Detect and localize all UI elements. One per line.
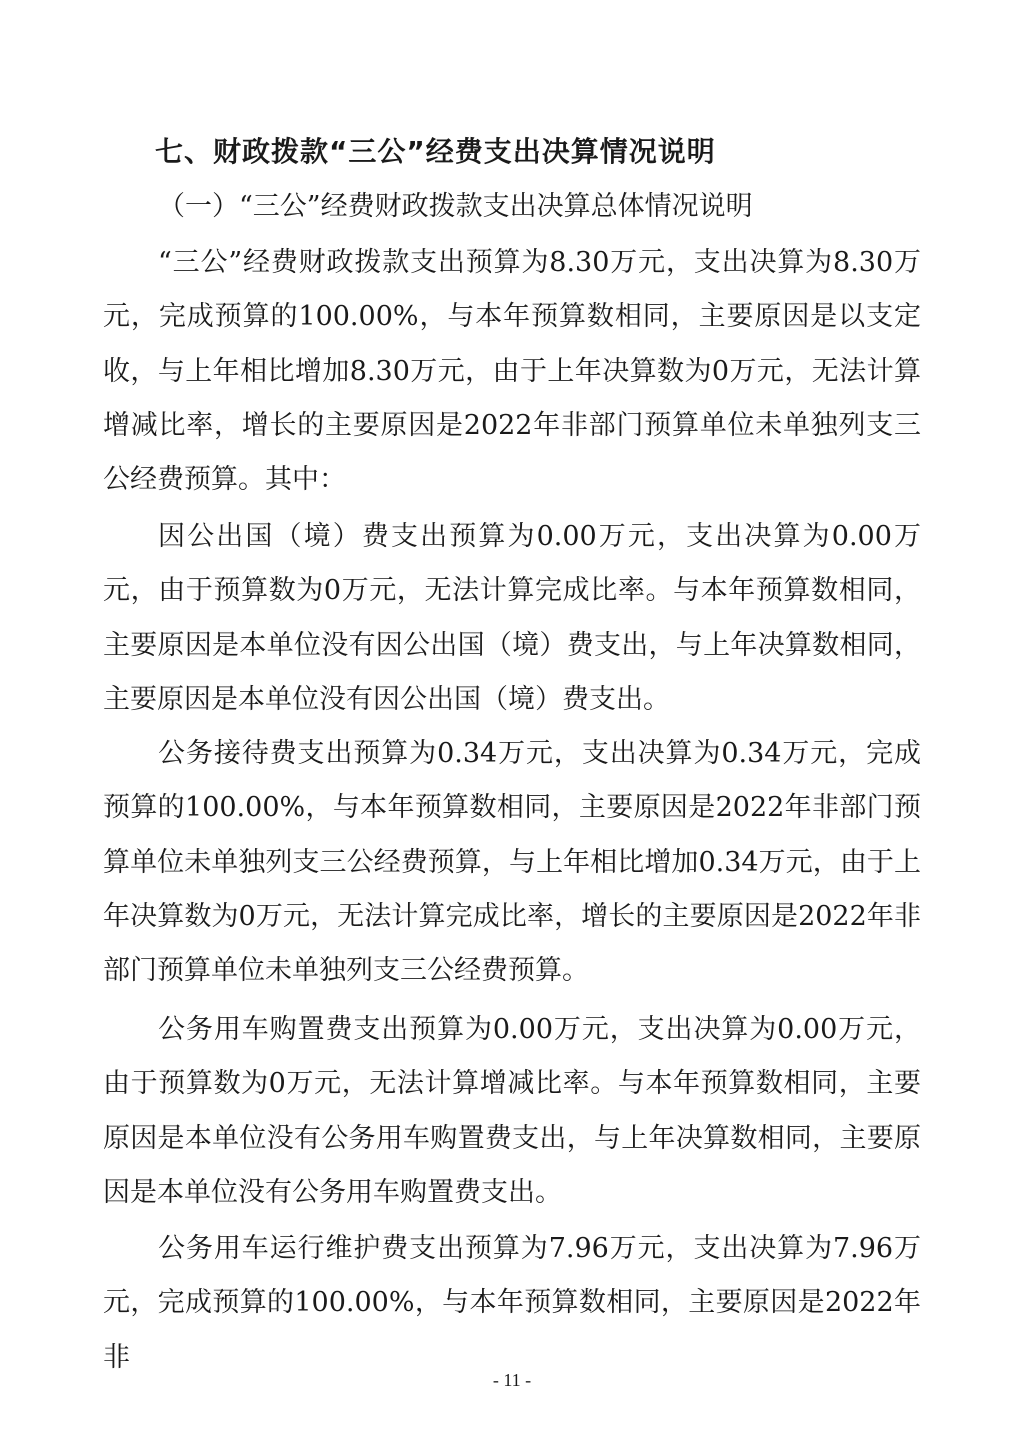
paragraph-vehicle-purchase: 公务用车购置费支出预算为0.00万元，支出决算为0.00万元，由于预算数为0万元，无法计算增减比率。与本年预算数相同，主要原因是本单位没有公务用车购置费支出，与上年决算数相同，主要原因是本单位没有公务用车购置费支出。 [103,1014,921,1208]
paragraph-summary: “三公”经费财政拨款支出预算为8.30万元，支出决算为8.30万元，完成预算的100.00%，与本年预算数相同，主要原因是以支定收，与上年相比增加8.30万元，由于上年决算数为0万元，无法计算增减比率，增长的主要原因是2022年非部门预算单位未单独列支三公经费预算。其中： [103,247,921,496]
section-title: 七、财政拨款“三公”经费支出决算情况说明 [155,135,716,168]
section-subtitle: （一）“三公”经费财政拨款支出决算总体情况说明 [158,191,753,222]
paragraph-vehicle-operation: 公务用车运行维护费支出预算为7.96万元，支出决算为7.96万元，完成预算的100.00%，与本年预算数相同，主要原因是2022年非 [103,1233,921,1373]
page-number: - 11 - [492,1370,532,1390]
paragraph-reception: 公务接待费支出预算为0.34万元，支出决算为0.34万元，完成预算的100.00%，与本年预算数相同，主要原因是2022年非部门预算单位未单独列支三公经费预算，与上年相比增加0.34万元，由于上年决算数为0万元，无法计算完成比率，增长的主要原因是2022年非部门预算单位未单独列支三公经费预算。 [103,738,921,987]
paragraph-overseas-travel: 因公出国（境）费支出预算为0.00万元，支出决算为0.00万元，由于预算数为0万元，无法计算完成比率。与本年预算数相同，主要原因是本单位没有因公出国（境）费支出，与上年决算数相同，主要原因是本单位没有因公出国（境）费支出。 [103,521,921,715]
